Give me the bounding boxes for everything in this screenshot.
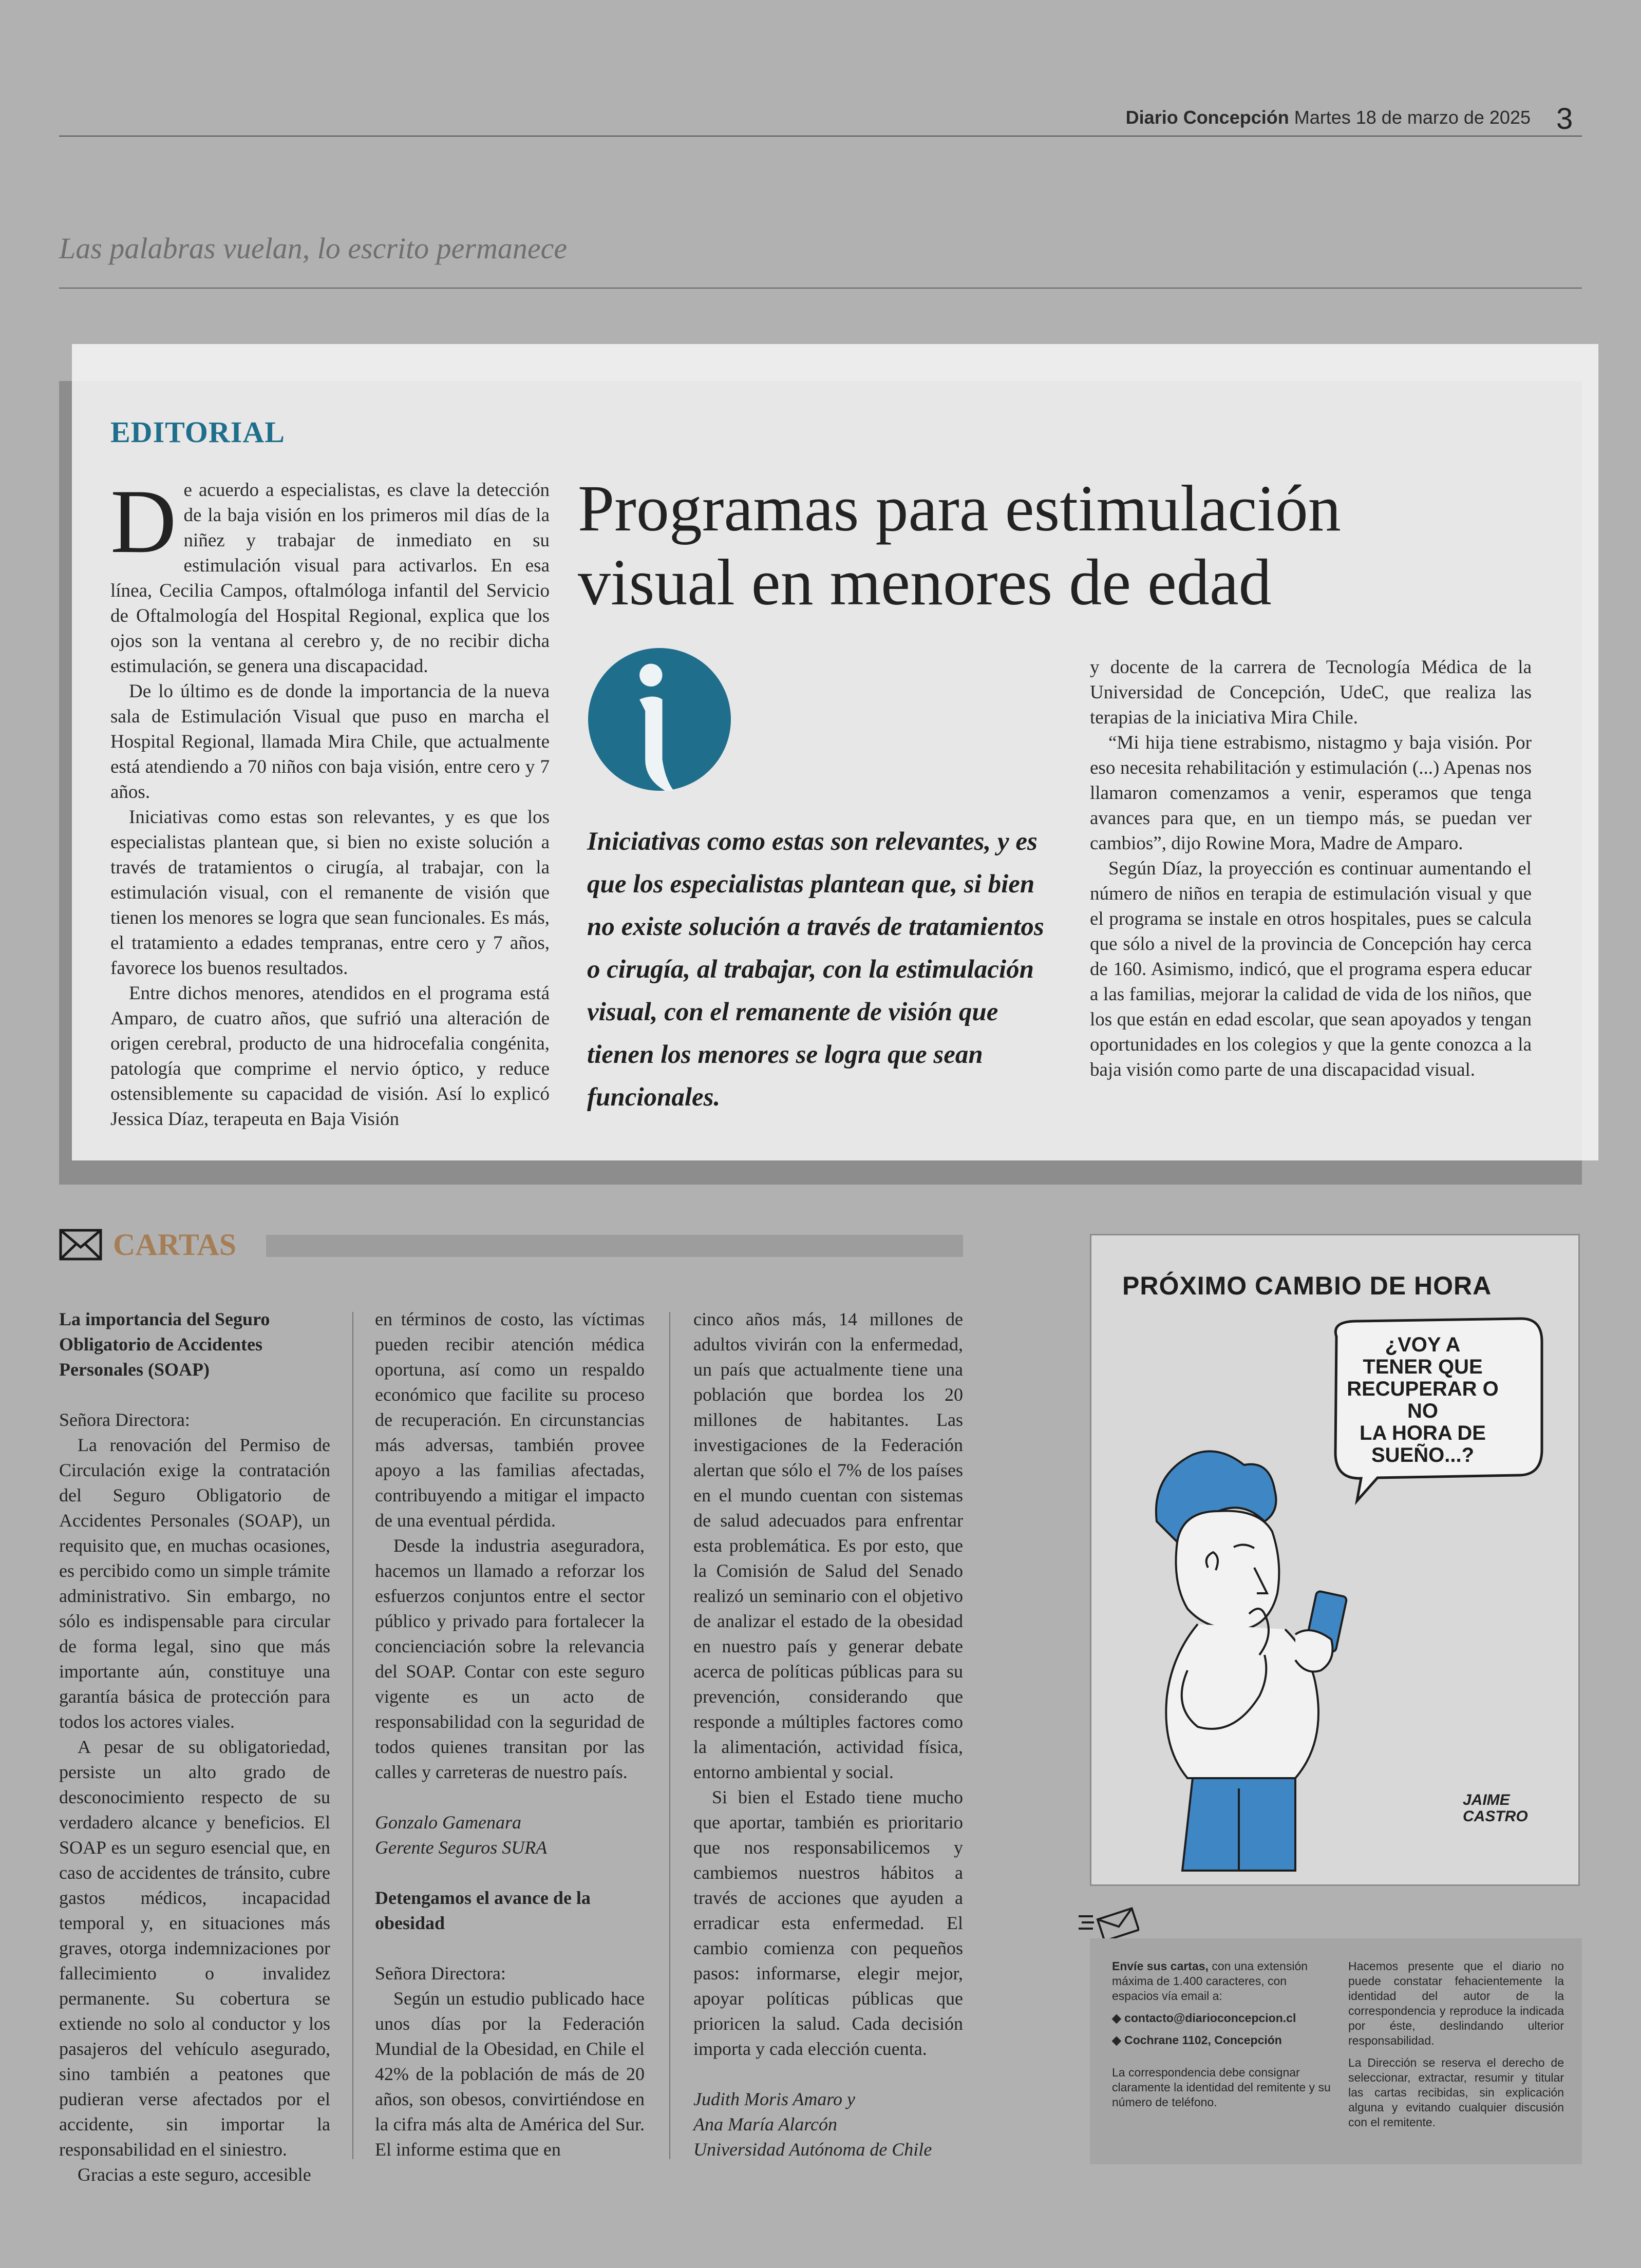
letter-paragraph: cinco años más, 14 millones de adultos vivirán con la enfermedad, un país que actualmente tiene una población que bordea los 20 millones de habitantes. Las investigaciones de la Federación alertan que sólo el 7% de los países en el mundo cuentan con sistemas de salud adecuados para enfrentar esta problemática. Es por esto, que la Comisión de Salud del Senado realizó un seminario con el objetivo de analizar el estado de la obesidad en nuestro país y generar debate acerca de políticas públicas para su prevención, considerando que responde a múltiples factores como la alimentación, actividad física, entorno ambiental y social.	[693, 1309, 963, 1782]
letter-title: Detengamos el avance de la obesidad	[375, 1888, 591, 1933]
letter-signature: Universidad Autónoma de Chile	[693, 2139, 932, 2160]
editorial-paragraph: Según Díaz, la proyección es continuar aumentando el número de niños en terapia de estimulación visual y que el programa se instale en otros hospitales, pues se calcula que sólo a nivel de la provincia de Concepción hay cerca de 160. Asimismo, indicó, que el programa espera educar a las familias, mejorar la calidad de vida de los niños, que los que están en edad escolar, que sean apoyados y tengan oportunidades en los colegios y que la gente conozca a la baja visión como parte de una discapacidad visual.	[1090, 858, 1532, 1080]
newspaper-name: Diario Concepción	[1125, 107, 1289, 128]
editorial-pull-quote: Iniciativas como estas son relevantes, y es que los especialistas plantean que, si bien no existe solución a través de tratamientos o cirugía, al trabajar, con la estimulación visual, con el remanente de visión que tienen los menores se logra que sean funcionales.	[587, 827, 1044, 1112]
letter-paragraph: Según un estudio publicado hace unos días por la Federación Mundial de la Obesidad, en Chile el 42% de la población de más de 20 años, son obesos, convirtiéndose en la cifra más alta de América del Sur. El informe estima que en	[375, 1988, 645, 2160]
letter-paragraph: La renovación del Permiso de Circulación exige la contratación del Seguro Obligatorio de Accidentes Personales (SOAP), un requisito que, en muchas ocasiones, es percibido como un simple trámite administrativo. Sin embargo, no sólo es indispensable para circular de forma legal, sino que más importante aún, constituye una garantía básica de protección para todos los actores viales.	[59, 1435, 330, 1732]
contact-email[interactable]: contacto@diarioconcepcion.cl	[1124, 2011, 1296, 2025]
editorial-paragraph: Iniciativas como estas son relevantes, y es que los especialistas plantean que, si bien no existe solución a través de tratamientos o cirugía, al trabajar, con la estimulación visual, con el remanente de visión que tienen los menores se logra que sean funcionales. Es más, el tratamiento a edades tempranas, entre cero y 7 años, favorece los buenos resultados.	[110, 807, 550, 979]
cartoon-speech-bubble: ¿VOY A TENER QUE RECUPERAR O NO LA HORA DE SUEÑO...?	[1347, 1333, 1499, 1466]
letter-paragraph: Desde la industria aseguradora, hacemos un llamado a reforzar los esfuerzos conjuntos entre el sector público y privado para fortalecer la concienciación sobre la relevancia del SOAP. Contar con este seguro vigente es un acto de responsabilidad con la seguridad de todos quienes transitan por las calles y carreteras de nuestro país.	[375, 1535, 645, 1782]
editorial-paragraph: De lo último es de donde la importancia de la nueva sala de Estimulación Visual que puso en marcha el Hospital Regional, llamada Mira Chile, que actualmente está atendiendo a 70 niños con baja visión, entre cero y 7 años.	[110, 681, 550, 803]
letter-signature: Ana María Alarcón	[693, 2114, 837, 2134]
editorial-paragraph: “Mi hija tiene estrabismo, nistagmo y baja visión. Por eso necesita rehabilitación y estimulación (...) Apenas nos llamaron comenzamos a venir, esperamos que tenga avances para que, en un tiempo más, se puedan ver cambios”, dijo Rowine Mora, Madre de Amparo.	[1090, 732, 1532, 854]
letter-salutation: Señora Directora:	[375, 1963, 506, 1984]
column-divider	[352, 1312, 353, 2159]
slogan-rule	[59, 288, 1582, 289]
drop-cap: D	[110, 470, 177, 572]
letter-paragraph: Gracias a este seguro, accesible	[78, 2164, 311, 2185]
send-letters-note: La correspondencia debe consignar claramente la identidad del remitente y su número de teléfono.	[1112, 2066, 1331, 2109]
envelope-icon	[59, 1229, 102, 1261]
contact-address: Cochrane 1102, Concepción	[1124, 2033, 1282, 2047]
send-mail-icon	[1078, 1905, 1139, 1941]
cartas-header-bar	[266, 1235, 963, 1257]
editorial-paragraph: Entre dichos menores, atendidos en el programa está Amparo, de cuatro años, que sufrió una alteración de origen cerebral, producto de una hidrocefalia congénita, patología que comprime el nervio óptico, y reduce ostensiblemente su capacidad de visión. Así lo explicó Jessica Díaz, terapeuta en Baja Visión	[110, 983, 550, 1130]
editorial-paragraph: De acuerdo a especialistas, es clave la detección de la baja visión en los primeros mil días de la niñez y trabajar de inmediato en su estimulación visual para activarlos. En esa línea, Cecilia Campos, oftalmóloga infantil del Servicio de Oftalmología del Hospital Regional, explica que los ojos son la ventana al cerebro y, de no recibir dicha estimulación, se genera una discapacidad.	[110, 470, 550, 677]
editorial-paragraph: y docente de la carrera de Tecnología Médica de la Universidad de Concepción, UdeC, que realiza las terapias de la iniciativa Mira Chile.	[1090, 657, 1532, 728]
letter-salutation: Señora Directora:	[59, 1409, 190, 1430]
issue-date: Martes 18 de marzo de 2025	[1294, 107, 1531, 128]
section-slogan: Las palabras vuelan, lo escrito permanece	[59, 232, 568, 265]
letter-signature-role: Gerente Seguros SURA	[375, 1837, 548, 1858]
cartas-section-title: CARTAS	[113, 1228, 237, 1262]
column-divider	[669, 1312, 670, 2159]
letter-signature: Judith Moris Amaro y	[693, 2089, 855, 2109]
cartoonist-signature: JAIME CASTRO	[1463, 1791, 1528, 1825]
letter-paragraph: en términos de costo, las víctimas pueden recibir atención médica oportuna, así como un respaldo económico que facilite su proceso de recuperación. En circunstancias más adversas, también provee apoyo a las familias afectadas, contribuyendo a mitigar el impacto de una eventual pérdida.	[375, 1309, 645, 1531]
cartoon-title: PRÓXIMO CAMBIO DE HORA	[1122, 1271, 1492, 1300]
newspaper-masthead	[925, 107, 1531, 128]
editorial-disclaimer: Hacemos presente que el diario no puede constatar fehacientemente la identidad del autor de la correspondencia y reproduce la indicada por éste, deslindando ulterior responsabilidad. La Dirección se reserva el derecho de seleccionar, extractar, resumir y titular las cartas recibidas, sin explicación alguna y evitando cualquier discusión con el remitente.	[1348, 1959, 1564, 2129]
header-rule	[59, 136, 1582, 137]
letter-paragraph: A pesar de su obligatoriedad, persiste un alto grado de desconocimiento respecto de su verdadero alcance y beneficios. El SOAP es un seguro esencial que, en caso de accidentes de tránsito, cubre gastos médicos, incapacidad temporal y, en situaciones más graves, otorga indemnizaciones por fallecimiento o invalidez permanente. Su cobertura se extiende no solo al conductor y los pasajeros del vehículo asegurado, sino también a peatones que pudieran verse afectados por el accidente, sin importar la responsabilidad en el siniestro.	[59, 1737, 330, 2160]
letters-column-2	[375, 1307, 645, 2162]
editorial-label: EDITORIAL	[110, 415, 285, 449]
editorial-column-1	[110, 470, 550, 1132]
letter-title: La importancia del Seguro Obligatorio de Accidentes Personales (SOAP)	[59, 1309, 270, 1380]
page-number: 3	[1556, 102, 1573, 136]
send-letters-instructions: Envíe sus cartas, con una extensión máxima de 1.400 caracteres, con espacios vía email a: ◆ contacto@diarioconcepcion.cl ◆ Cochrane 1102, Concepción La correspondencia debe consignar claramente la identidad del remitente y su número de teléfono.	[1112, 1959, 1333, 2117]
editorial-column-3	[1090, 655, 1532, 1082]
letters-column-3	[693, 1307, 963, 2162]
letter-paragraph: Si bien el Estado tiene mucho que aportar, también es prioritario que nos responsabilicemos y cambiemos nuestros hábitos a través de acciones que ayuden a erradicar esta enfermedad. El cambio comienza con pequeños pasos: informarse, elegir mejor, apoyar políticas públicas que prioricen la salud. Cada decisión importa y cada elección cuenta.	[693, 1787, 963, 2059]
letter-signature-name: Gonzalo Gamenara	[375, 1812, 521, 1833]
letters-column-1	[59, 1307, 330, 2187]
editorial-headline: Programas para estimulación visual en menores de edad	[578, 472, 1341, 619]
info-icon	[588, 648, 731, 791]
cartoon-illustration	[1090, 1234, 1580, 1886]
